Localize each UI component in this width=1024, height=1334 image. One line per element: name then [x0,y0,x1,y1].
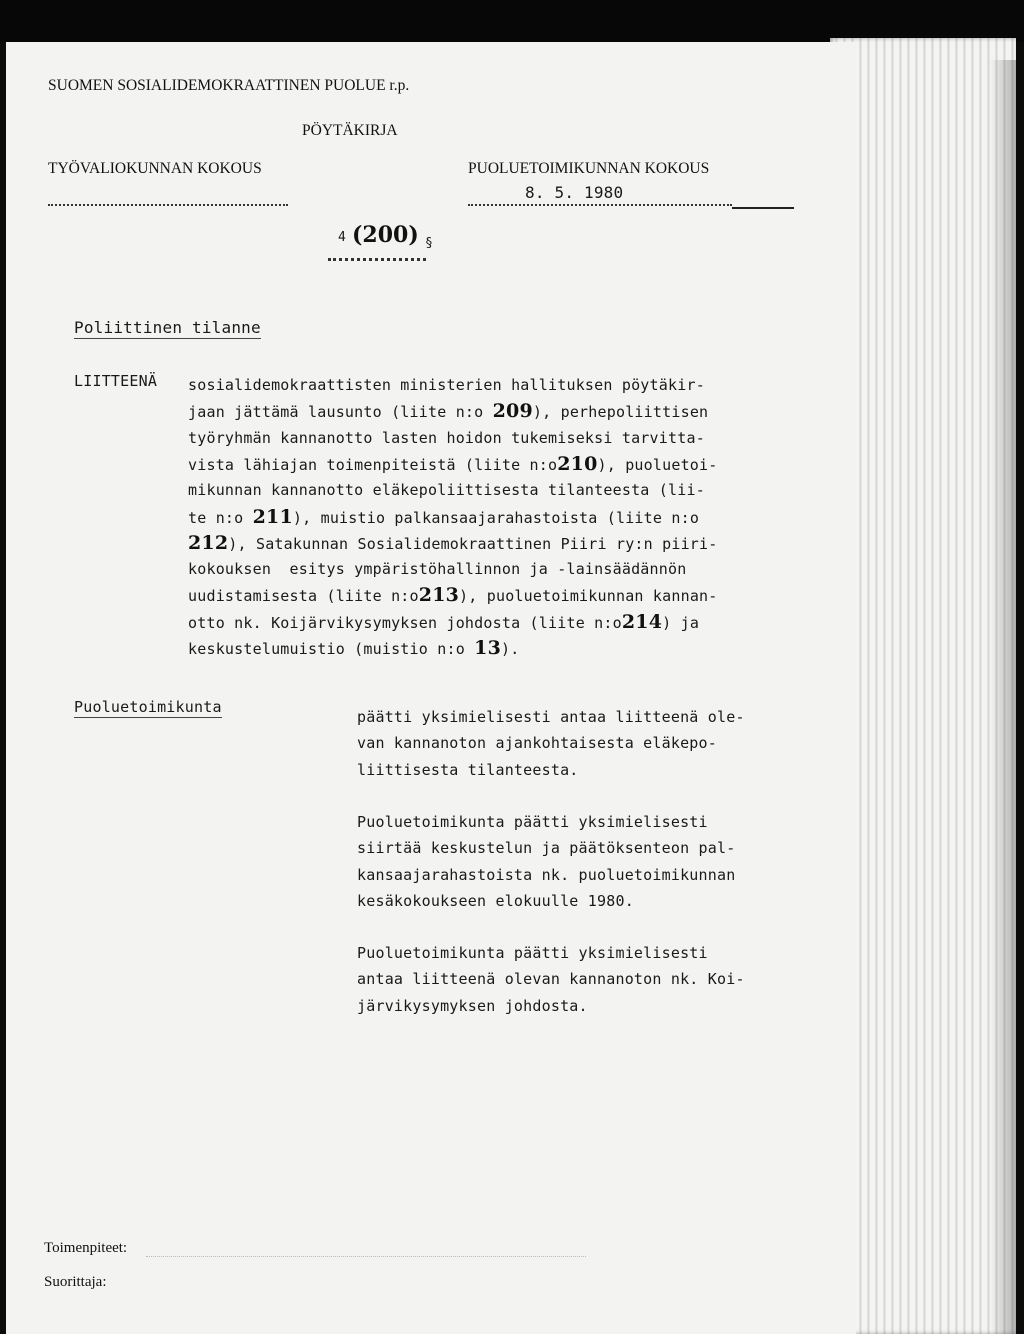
decision-line: kesäkokoukseen elokuulle 1980. [357,891,634,910]
line-text: kokouksen esitys ympäristöhallinnon ja -lainsäädännön [188,560,687,579]
line-text: uudistamisesta (liite n:o [188,587,419,606]
handwritten-attachment-number: 13 [474,637,501,659]
performer-label: Suorittaja: [44,1274,107,1290]
attachment-label: LIITTEENÄ [74,372,158,390]
line-text-after: ), Satakunnan Sosialidemokraattinen Piiri ry:n piiri- [228,534,718,553]
organization-name: SUOMEN SOSIALIDEMOKRAATTINEN PUOLUE r.p. [48,77,410,94]
handwritten-attachment-number: 211 [252,505,293,528]
section-number [328,222,438,272]
decision-line: Puoluetoimikunta päätti yksimielisesti [357,812,708,831]
meeting-date: 8. 5. 1980 [525,183,624,202]
attachment-line [188,451,718,478]
handwritten-attachment-number: 210 [557,452,598,475]
handwritten-attachment-number: 214 [621,610,663,633]
attachment-line [188,582,718,609]
page-stack-shadow [990,60,1016,1334]
document-page [6,42,856,1334]
attachment-line [188,477,705,503]
decision-line: liittisesta tilanteesta. [357,760,579,779]
actions-label: Toimenpiteet: [44,1240,128,1256]
decision-line: päätti yksimielisesti antaa liitteenä ole- [357,708,745,726]
attachment-line [188,556,686,582]
attachment-line [188,425,705,451]
decision-line: järvikysymyksen johdosta. [357,996,588,1015]
decision-line: siirtää keskustelun ja päätöksenteon pal- [357,839,736,858]
section-prefix: 4 [338,230,347,245]
decision-line: Puoluetoimikunta päätti yksimielisesti [357,944,708,963]
header-rule [732,207,794,209]
line-text: sosialidemokraattisten ministerien hallituksen pöytäkir- [188,376,705,394]
meeting-right-label: PUOLUETOIMIKUNNAN KOKOUS [468,160,710,177]
section-handwritten-number: (200) [352,222,419,248]
actions-line [146,1256,586,1257]
line-text-after: ), puoluetoi- [597,455,718,474]
line-text: vista lähiajan toimenpiteistä (liite n:o [188,455,558,474]
line-text: te n:o [188,508,253,527]
right-date-line [468,204,732,206]
attachment-line [188,398,708,425]
attachment-line [188,372,705,398]
line-text-after: ), perhepoliittisen [532,403,709,422]
line-text: työryhmän kannanotto lasten hoidon tukemiseksi tarvitta- [188,428,705,447]
line-text-after: ), puoluetoimikunnan kannan- [459,587,718,606]
decision-line: van kannanoton ajankohtaisesta eläkepo- [357,734,717,753]
line-text: otto nk. Koijärvikysymyksen johdosta (liite n:o [188,613,622,632]
attachment-line [188,609,699,636]
attachment-line [188,504,699,531]
attachment-line [188,530,718,557]
handwritten-attachment-number: 213 [418,584,460,607]
decision-line: antaa liitteenä olevan kannanoton nk. Koi- [357,970,745,989]
line-text-after: ) ja [662,613,700,632]
decision-line: kansaajarahastoista nk. puoluetoimikunnan [357,865,736,884]
line-text-after: ). [501,640,520,658]
line-text: keskustelumuistio (muistio n:o [188,640,475,658]
document-type: PÖYTÄKIRJA [302,122,398,139]
line-text: mikunnan kannanotto eläkepoliittisesta tilanteesta (lii- [188,481,705,500]
handwritten-attachment-number: 212 [188,531,229,554]
attachment-line [188,635,519,662]
line-text-after: ), muistio palkansaajarahastoista (liite n:o [292,508,700,527]
section-heading-puoluetoimikunta: Puoluetoimikunta [74,698,222,716]
section-heading-poliittinen: Poliittinen tilanne [74,318,261,337]
section-sign: § [425,236,434,251]
meeting-left-label: TYÖVALIOKUNNAN KOKOUS [48,160,262,177]
binder-shadow [0,0,1024,42]
left-date-line [48,204,288,206]
line-text: jaan jättämä lausunto (liite n:o [188,403,493,422]
handwritten-attachment-number: 209 [492,400,533,423]
page-stack-edges [830,38,1016,1334]
